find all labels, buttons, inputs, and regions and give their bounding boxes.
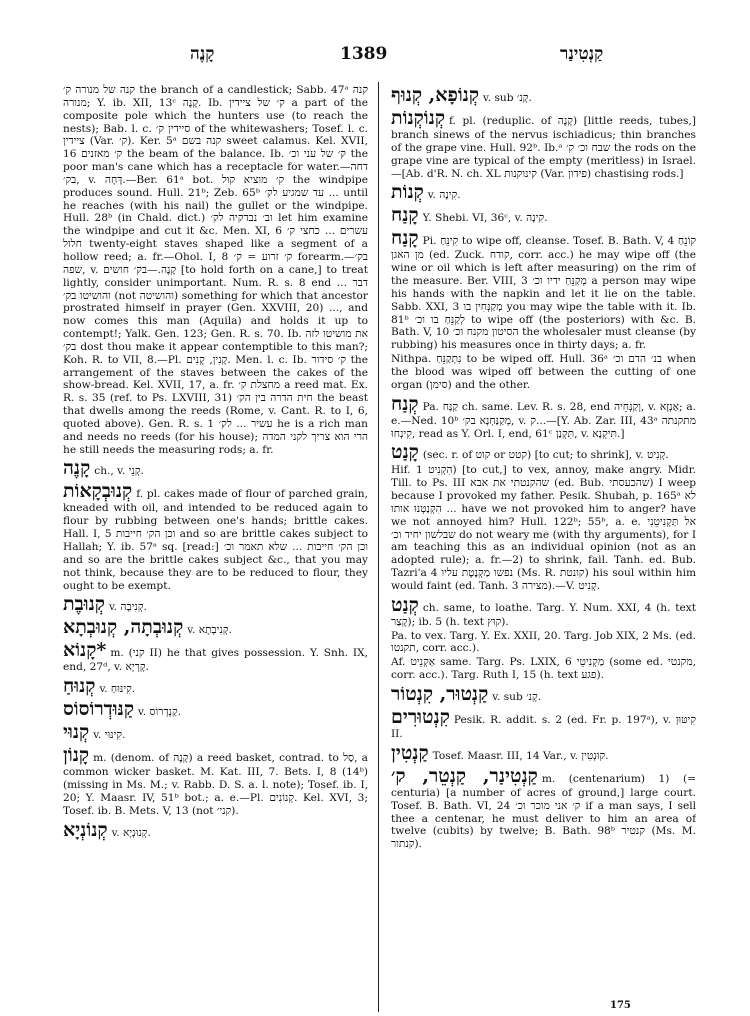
entry-definition: f. pl. (reduplic. of קָנֶה) [little reeds, tubes,] branch sinews of the nervus ischiadicus; thin branches of the grape vine. Hull. 92ᵇ. Ib.ᵃ שבח וכ׳ ק׳ the rods on the grape vine are typical of the empty (meritless) in Israel.—[Ab. d'R. N. ch. XL קינוקנות (Var. פידון) chastising rods.] <box>391 115 696 180</box>
entry-headword: קָנֶה <box>63 457 91 480</box>
dictionary-entry <box>63 480 368 592</box>
dictionary-entry <box>391 594 696 629</box>
entry-headword: קָנוֹן <box>63 744 90 767</box>
dictionary-entry <box>391 742 696 764</box>
entry-headword: קְנוּחַ <box>63 675 96 698</box>
dictionary-entry <box>391 204 696 226</box>
dictionary-entry <box>63 675 368 697</box>
dictionary-entry <box>63 721 368 743</box>
entry-headword: קְנוּבֶת <box>63 593 105 616</box>
entry-definition: v. sub קָנ׳. <box>483 92 532 104</box>
entry-definition: f. pl. cakes made of flour of parched grain, kneaded with oil, and intended to be reduced again to flour by rubbing between one's hands; brittle cakes. Hall. I, 5 וכן הק׳ חייבות and so are brittle cakes subject to Hallah; Y. ib. 57ᵃ sq. [read:] וכן הק׳ חייבות ... שלא תאמר וכ׳ and so are the brittle cakes subject &c., that you may not think, because they are to be reduced to flour, they ought to be exempt. <box>63 488 368 592</box>
entry-headword: *קָנוֹא <box>63 639 107 662</box>
entry-headword: קַנְטוּר, קִנְטוֹר <box>391 683 489 705</box>
entry-definition: Y. Shebi. VI, 36ᶜ, v. קִינָה. <box>422 212 548 225</box>
entry-headword: קְנַח <box>391 392 419 415</box>
entry-definition: m. (denom. of קָנֶה) a reed basket, contrad. to סַל, a common wicker basket. M. Kat. III, 7. Bets. I, 8 (14ᵇ) (missing in Ms. M.; v. Rabb. D. S. a. l. note); Tosef. ib. I, 20; Y. Maasr. IV, 51ᵇ bot.; a. e.—Pl. קְנוֹנִים. Kel. XVI, 3; Tosef. ib. B. Mets. V, 13 (not קני׳). <box>63 752 368 817</box>
entry-definition: Pesik. R. addit. s. 2 (ed. Fr. p. 197ᵃ), v. קִיטּוּן II. <box>391 714 696 740</box>
entry-headword: קָנַח <box>391 204 419 227</box>
dictionary-entry <box>391 656 696 682</box>
entry-headword: קָנַח <box>391 227 419 250</box>
entry-definition: Af. אַקְנֵיט same. Targ. Ps. LXIX, 6 מַקְנִיטֵי (some ed. מקנטי, corr. acc.). Targ. Ruth I, 15 (h. text פגע). <box>391 656 696 682</box>
entry-definition: (sec. r. of קוט or קטט) [to cut; to shrink], v. קְנִיט. <box>422 449 669 462</box>
dictionary-entry <box>63 593 368 615</box>
entry-headword: קִנְטוּרִים <box>391 706 450 728</box>
dictionary-entry <box>63 639 368 674</box>
entry-headword: קְנוּבְתָה, קְנוּבְתָא <box>63 616 184 639</box>
entry-headword: קְנוֹנְיָא <box>63 818 108 841</box>
running-head-left: קָנֶה <box>190 44 215 64</box>
entry-definition: Pi. קִינֵּחַ to wipe off, cleanse. Tosef. B. Bath. V, 4 קוֹנֵחַ מן האגן (ed. Zuck. קודח, corr. acc.) he may wipe off (the wine or oil which is left after measuring) on the rim of the measure. Ber. VIII, 3 מְקַנֵּחַ ידיו וכ׳ a person may wipe his hands with the napkin and let it lie on the table. Sabb. XXI, 3 מְקַנְּחִין בו you may wipe the table with it. Ib. 81ᵇ לְקַנֵּחַ בו וכ׳ to wipe off (the posteriors) with &c. B. Bath. V, 10 הסיטון מקנח וכ׳ the wholesaler must cleanse (by rubbing) his measures once in thirty days; a. fr. <box>391 235 696 352</box>
dictionary-entry <box>391 765 696 851</box>
dictionary-entry <box>391 353 696 392</box>
entry-definition: Pa. to vex. Targ. Y. Ex. XXII, 20. Targ. Job XIX, 2 Ms. (ed. תקנטו, corr. acc.). <box>391 629 696 655</box>
dictionary-entry <box>391 464 696 592</box>
running-head-right: קַנְטִינַר <box>560 44 604 64</box>
signature-mark: 175 <box>610 1000 631 1011</box>
entry-definition: v. קִינּוּחַ. <box>99 683 136 696</box>
page-number: 1389 <box>340 44 388 64</box>
entry-definition: v. קַנְדְרוֹס. <box>138 706 182 719</box>
dictionary-entry <box>63 744 368 817</box>
entry-definition: Pa. קַנַּח ch. same. Lev. R. s. 28, end וְקַנְּחֵיה, v. אַנְזָא; a. e.—Ned. 10ᵇ מְקַנַּחְנָא בק׳, v. ק...—[Y. Ab. Zar. III, 43ᵃ מתקנתה קִינְחוּ, read as Y. Orl. I, end, 61ᶜ תִּקְנַן, v. תִּיקְנָא.] <box>391 400 696 440</box>
dictionary-entry <box>63 457 368 479</box>
dictionary-entry <box>391 393 696 441</box>
entry-definition: v. קְנִיבָה. <box>108 601 147 614</box>
column-divider <box>378 82 379 1012</box>
entry-headword: קַנְטִינַר, קַנְטֵר, ק׳ <box>391 764 538 787</box>
entry-headword: קָנַט <box>391 441 419 464</box>
dictionary-entry <box>391 181 696 203</box>
entry-headword: קְנוֹקְנוֹת <box>391 107 446 129</box>
entry-definition: v. קְנוּנְיָא. <box>111 826 151 839</box>
dictionary-entry <box>391 84 696 106</box>
entry-headword: קְנוֹת <box>391 181 424 204</box>
dictionary-entry <box>391 630 696 656</box>
entry-definition: Nithpa. נִתְקַנֵּחַ to be wiped off. Hull. 36ᵃ בנ׳ הדם וכ׳ when the blood was wiped off between the cutting of one organ (סימן) and the other. <box>391 353 696 391</box>
dictionary-entry <box>63 819 368 841</box>
entry-headword: קְנוּבְקָאוֹת <box>63 480 133 503</box>
entry-definition: v. sub קָנ׳. <box>492 691 542 703</box>
entry-definition: Hif. הִקְנִיט 1) [to cut,] to vex, annoy, make angry. Midr. Till. to Ps. III שהקנטתי את אבא (ed. Bub. שהכעסתי) I weep because I provoked my father. Pesik. Shubah, p. 165ᵃ לא הִקְנַטְנוּ אותו ... have we not provoked him to anger? have we not annoyed him? Hull. 122ᵇ; 55ᵇ, a. e. אל תַּקְנִיטֵנִי שבלשון יחיד וכ׳ do not weary me (with thy arguments), for I am teaching this as an individual opinion (not as an adopted rule); a. fr.—2) to shrink, fail. Tanh. ed. Bub. Tazri'a 4 נפשו מַקְנֶטֶת עליו (Ms. R. קונטת) his soul within him would faint (ed. Tanh. 3 מצירה).—V. קְנִיט. <box>391 464 696 592</box>
right-column <box>391 84 696 1000</box>
entry-definition: קנה של מנורה ק׳ the branch of a candlestick; Sabb. 47ᵃ קנה מנורה; Y. ib. XII, 13ᶜ קָנֶה. Ib. ק׳ של ציידין a part of the composite pole which the hunters use (to reach the nests); Bab. l. c. סיידין ק׳ of the whitewashers; Tosef. l. c. ציידין (Var. ק׳). Ker. 5ᵃ קנה בשם sweet calamus. Kel. XVII, 16 ק׳ מאזנים the beam of the balance. Ib. ק׳ של עני וכ׳ the poor man's cane which has a receptacle for water.—דחה בק׳, v. דָּחָה.—Ber. 61ᵃ bot. ק׳ מוציא קול the windpipe produces sound. Hull. 21ᵇ; Zeb. 65ᵇ עד שמגיע לק׳ ... until he reaches (with his nail) the gullet or the windpipe. Hull. 28ᵇ (in Chald. dict.) וב׳ נבדקיה לק׳ let him examine the windpipe and cut it &c. Men. XI, 6 עשרים ... כחצי ק׳ חלול twenty-eight staves shaped like a segment of a hollow reed; a. fr.—Ohol. I, 8 ק׳ זרוע = ק׳ forearm.—בק׳ שפה, v. קָנֶה.—בק׳ חושים [to hold forth on a cane,] to treat lightly, consider unimportant. Num. R. s. 8 end דבר ... והושיטו בק׳ (not והושיטה) something for which that ancestor prostrated himself in prayer (Gen. XXVIII, 20) ..., and now comes this man (Aquila) and holds it up to contempt!; Yalk. Gen. 123; Gen. R. s. 70. Ib. את מושיטו לזה בק׳ dost thou make it appear contemptible to this man?; Koh. R. to VII, 8.—Pl. קָנִין, קָנִים. Men. l. c. Ib. ק׳ סידור the arrangement of the staves between the cakes of the show-bread. Kel. XVII, 17, a. fr. מחצלת ק׳ a reed mat. Ex. R. s. 35 (ref. to Ps. LXVIII, 31) חית הדרה בין הק׳ the beast that dwells among the reeds (Rome, v. Cant. R. to I, 6, quoted above). Gen. R. s. 1 עשיר ... לק׳ he is a rich man and needs no reeds (for his house); הרי הוא צריך לקני המדה he still needs the measuring rods; a. fr. <box>63 84 368 456</box>
dictionary-entry <box>391 107 696 180</box>
entry-definition: Tosef. Maasr. III, 14 Var., v. קוּנְטִין. <box>432 749 609 762</box>
entry-definition: v. קִינָה. <box>427 189 461 202</box>
dictionary-entry <box>391 683 696 705</box>
entry-definition: ch., v. קְנֵי. <box>94 465 144 478</box>
dictionary-entry <box>391 706 696 741</box>
entry-definition: m. (centenarium) 1) (= centuria) [a number of acres of ground,] large court. Tosef. B. Bath. VI, 24 ק׳ אני מוכר וכ׳ if a man says, I sell thee a centenar, he must deliver to him an area of twelve (cubits) by twelve; B. Bath. 98ᵇ קנטיר (Ms. M. קנתור). <box>391 772 696 851</box>
entry-headword: קַנּוּדְרוֹסוֹס <box>63 698 135 721</box>
entry-headword: קַנְטִין <box>391 741 429 764</box>
entry-definition: ch. same, to loathe. Targ. Y. Num. XXI, 4 (h. text קָצַר); ib. 5 (h. text קוּץ). <box>391 601 696 628</box>
entry-definition: m. (קני II) he that gives possession. Y. Snh. IX, end, 27ᵈ, v. קָרְיָא. <box>63 647 368 674</box>
entry-headword: קְנוּי <box>63 721 90 744</box>
dictionary-entry <box>391 441 696 463</box>
dictionary-entry <box>63 616 368 638</box>
entry-headword: קְנַט <box>391 593 419 616</box>
dictionary-entry <box>63 698 368 720</box>
entry-definition: v. קִינּוּי. <box>93 729 126 742</box>
entry-headword: קְנוֹפָא, קְנוּף <box>391 84 480 106</box>
entry-definition: v. קְנִיבְתָא. <box>187 624 232 637</box>
left-column <box>63 84 368 1014</box>
dictionary-entry <box>63 84 368 456</box>
dictionary-entry <box>391 227 696 352</box>
